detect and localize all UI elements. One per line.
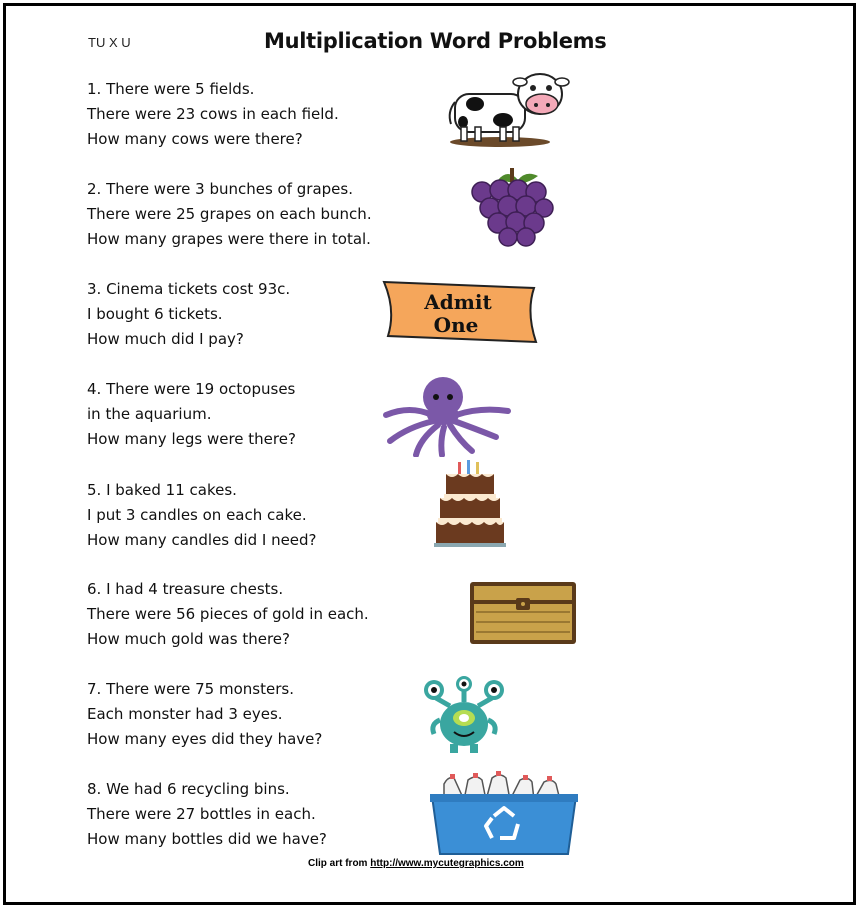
problem-5-line-3: How many candles did I need? xyxy=(87,531,317,549)
problem-4-line-1: 4. There were 19 octopuses xyxy=(87,380,296,398)
problem-1-line-3: How many cows were there? xyxy=(87,130,303,148)
corner-label: TU X U xyxy=(88,35,131,50)
problem-3-line-2: I bought 6 tickets. xyxy=(87,305,223,323)
problem-7-line-1: 7. There were 75 monsters. xyxy=(87,680,294,698)
problem-7-line-2: Each monster had 3 eyes. xyxy=(87,705,283,723)
grapes-icon xyxy=(468,166,558,248)
ticket-icon xyxy=(380,276,540,348)
problem-3-line-3: How much did I pay? xyxy=(87,330,244,348)
cake-icon xyxy=(434,458,506,550)
problem-2-line-3: How many grapes were there in total. xyxy=(87,230,371,248)
problem-8 xyxy=(87,777,327,852)
credit-link[interactable]: http://www.mycutegraphics.com xyxy=(370,858,524,869)
problem-4 xyxy=(87,377,296,452)
cow-icon xyxy=(445,72,570,150)
octopus-icon xyxy=(380,375,512,457)
problem-8-line-3: How many bottles did we have? xyxy=(87,830,327,848)
problem-6-line-3: How much gold was there? xyxy=(87,630,290,648)
problem-3 xyxy=(87,277,290,352)
problem-5-line-2: I put 3 candles on each cake. xyxy=(87,506,307,524)
treasure-chest-icon xyxy=(468,580,578,646)
problem-6-line-1: 6. I had 4 treasure chests. xyxy=(87,580,284,598)
problem-7-line-3: How many eyes did they have? xyxy=(87,730,323,748)
problem-3-line-1: 3. Cinema tickets cost 93c. xyxy=(87,280,291,298)
problem-2-line-2: There were 25 grapes on each bunch. xyxy=(87,205,372,223)
ticket-text-admit: Admit xyxy=(424,290,492,314)
problem-1 xyxy=(87,77,339,152)
problem-2 xyxy=(87,177,372,252)
problem-8-line-1: 8. We had 6 recycling bins. xyxy=(87,780,290,798)
page-title: Multiplication Word Problems xyxy=(264,29,607,53)
recycling-bin-icon xyxy=(430,770,578,856)
problem-5 xyxy=(87,478,317,553)
ticket-text-one: One xyxy=(433,313,479,337)
clip-art-credit xyxy=(308,858,524,869)
problem-2-line-1: 2. There were 3 bunches of grapes. xyxy=(87,180,353,198)
problem-7 xyxy=(87,677,322,752)
problem-1-line-2: There were 23 cows in each field. xyxy=(87,105,339,123)
problem-4-line-3: How many legs were there? xyxy=(87,430,296,448)
problem-5-line-1: 5. I baked 11 cakes. xyxy=(87,481,237,499)
problem-1-line-1: 1. There were 5 fields. xyxy=(87,80,255,98)
problem-4-line-2: in the aquarium. xyxy=(87,405,212,423)
problem-6-line-2: There were 56 pieces of gold in each. xyxy=(87,605,369,623)
credit-prefix: Clip art from xyxy=(308,858,371,869)
problem-6 xyxy=(87,577,369,652)
monster-icon xyxy=(420,676,508,754)
problem-8-line-2: There were 27 bottles in each. xyxy=(87,805,316,823)
